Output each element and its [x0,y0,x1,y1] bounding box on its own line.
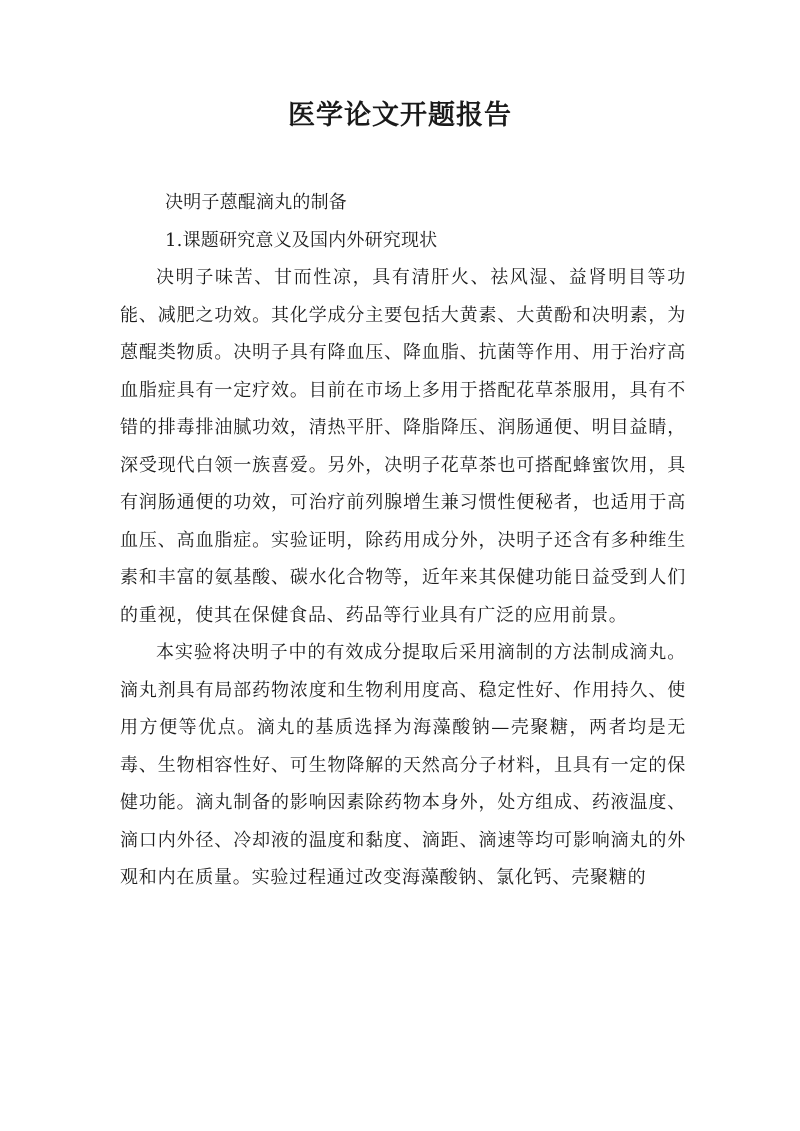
document-title: 医学论文开题报告 [288,100,512,131]
paragraph-1: 决明子味苦、甘而性凉，具有清肝火、祛风湿、益肾明目等功能、减肥之功效。其化学成分主要包括大黄素、大黄酚和决明素，为蒽醌类物质。决明子具有降血压、降血脂、抗菌等作用、用于治疗高血脂症具有一定疗效。目前在市场上多用于搭配花草茶服用，具有不错的排毒排油腻功效，清热平肝、降脂降压、润肠通便、明目益睛，深受现代白领一族喜爱。另外，决明子花草茶也可搭配蜂蜜饮用，具有润肠通便的功效，可治疗前列腺增生兼习惯性便秘者，也适用于高血压、高血脂症。实验证明，除药用成分外，决明子还含有多种维生素和丰富的氨基酸、碳水化合物等，近年来其保健功能日益受到人们的重视，使其在保健食品、药品等行业具有广泛的应用前景。 [120,267,686,626]
section-heading: 1.课题研究意义及国内外研究现状 [165,229,438,251]
document-subtitle: 决明子蒽醌滴丸的制备 [165,192,347,213]
document-body [120,184,686,897]
paragraph-2: 本实验将决明子中的有效成分提取后采用滴制的方法制成滴丸。滴丸剂具有局部药物浓度和生物利用度高、稳定性好、作用持久、使用方便等优点。滴丸的基质选择为海藻酸钠—壳聚糖，两者均是无毒、生物相容性好、可生物降解的天然高分子材料，且具有一定的保健功能。滴丸制备的影响因素除药物本身外，处方组成、药液温度、滴口内外径、冷却液的温度和黏度、滴距、滴速等均可影响滴丸的外观和内在质量。实验过程通过改变海藻酸钠、氯化钙、壳聚糖的 [120,642,686,888]
